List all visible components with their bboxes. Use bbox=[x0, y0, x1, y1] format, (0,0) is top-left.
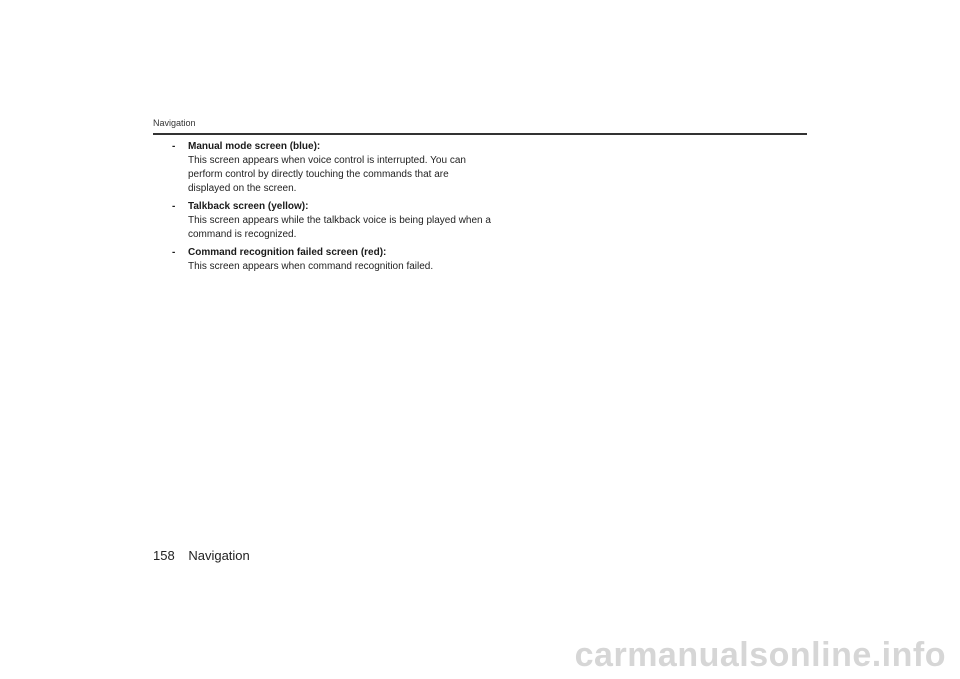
item-title: Command recognition failed screen (red): bbox=[188, 247, 387, 258]
item-description: This screen appears while the talkback voice is being played when a command is recognized. bbox=[188, 215, 491, 240]
item-description: This screen appears when command recognition failed. bbox=[188, 261, 434, 272]
item-description: This screen appears when voice control is interrupted. You can perform control by directly touching the commands that are displayed on the screen. bbox=[188, 155, 466, 194]
page-footer bbox=[153, 548, 250, 563]
running-header: Navigation bbox=[153, 118, 196, 128]
item-title: Manual mode screen (blue): bbox=[188, 141, 321, 152]
header-divider bbox=[153, 133, 807, 135]
list-item-talkback bbox=[172, 200, 492, 242]
bullet-dash: - bbox=[172, 201, 176, 212]
list-item-command-failed bbox=[172, 246, 492, 274]
item-title: Talkback screen (yellow): bbox=[188, 201, 309, 212]
page-number: 158 bbox=[153, 548, 175, 563]
bullet-dash: - bbox=[172, 141, 176, 152]
list-item-manual-mode bbox=[172, 140, 492, 196]
bullet-dash: - bbox=[172, 247, 176, 258]
footer-section-title: Navigation bbox=[188, 548, 250, 563]
content-list bbox=[172, 140, 492, 278]
watermark: carmanualsonline.info bbox=[574, 636, 946, 674]
